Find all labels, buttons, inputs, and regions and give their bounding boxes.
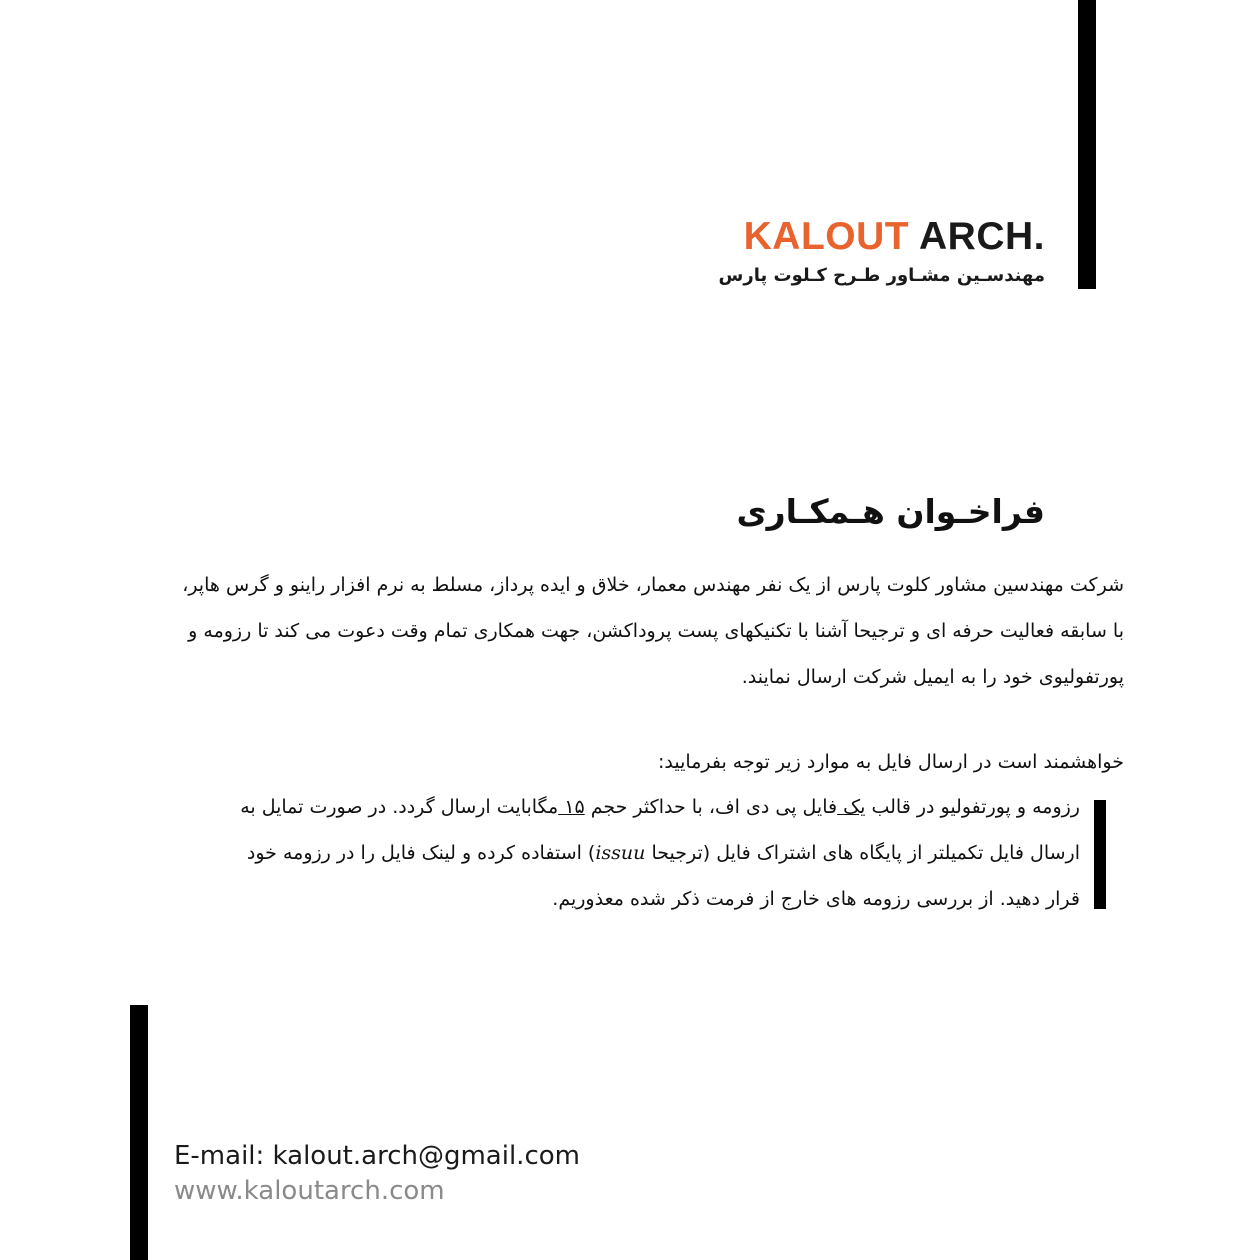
note-underlined-number: ۱۵ <box>558 796 585 818</box>
note-lead: خواهشمند است در ارسال فایل به موارد زیر توجه بفرمایید: <box>658 751 1124 773</box>
note-latin-text: issuu <box>595 842 646 864</box>
quote-bar <box>1094 800 1106 909</box>
brand-logo-rest: ARCH. <box>919 215 1045 258</box>
note-underlined-text: یک <box>837 796 866 818</box>
note-text: ارسال فایل تکمیلتر از پایگاه های اشتراک فایل (ترجیحا <box>645 842 1080 864</box>
note-body <box>190 784 1080 922</box>
note-text: رزومه و پورتفولیو در قالب <box>865 796 1080 818</box>
brand-block <box>719 212 1046 288</box>
intro-line: پورتفولیوی خود را به ایمیل شرکت ارسال نمایند. <box>741 666 1124 688</box>
note-text: ) استفاده کرده و لینک فایل را در رزومه خود <box>246 842 596 864</box>
note-line-1 <box>190 784 1080 830</box>
note-line-2 <box>190 830 1080 876</box>
decorative-bar-bottom-left <box>130 1005 148 1260</box>
decorative-bar-top-right <box>1078 0 1096 289</box>
contact-website: www.kaloutarch.com <box>174 1176 445 1206</box>
brand-tagline: مهندسـین مشـاور طـرح کـلوت پارس <box>718 265 1045 286</box>
contact-block <box>174 1138 580 1208</box>
intro-paragraph <box>120 562 1124 700</box>
brand-logo-accent: KALOUT <box>743 215 910 258</box>
note-text: مگابایت ارسال گردد. در صورت تمایل به <box>240 796 559 818</box>
note-line-3: قرار دهید. از بررسی رزومه های خارج از فرمت ذکر شده معذوریم. <box>552 888 1080 910</box>
intro-line: با سابقه فعالیت حرفه ای و ترجیحا آشنا با تکنیکهای پست پروداکشن، جهت همکاری تمام وقت دعوت می کند تا رزومه و <box>188 620 1124 642</box>
note-text: فایل پی دی اف، با حداکثر حجم <box>584 796 838 818</box>
page-title: فراخـوان هـمکـاری <box>736 492 1045 531</box>
intro-line: شرکت مهندسین مشاور کلوت پارس از یک نفر مهندس معمار، خلاق و ایده پرداز، مسلط به نرم افزار راینو و گرس هاپر، <box>182 574 1124 596</box>
contact-email: E-mail: kalout.arch@gmail.com <box>174 1141 580 1171</box>
brand-logo <box>719 212 1046 262</box>
